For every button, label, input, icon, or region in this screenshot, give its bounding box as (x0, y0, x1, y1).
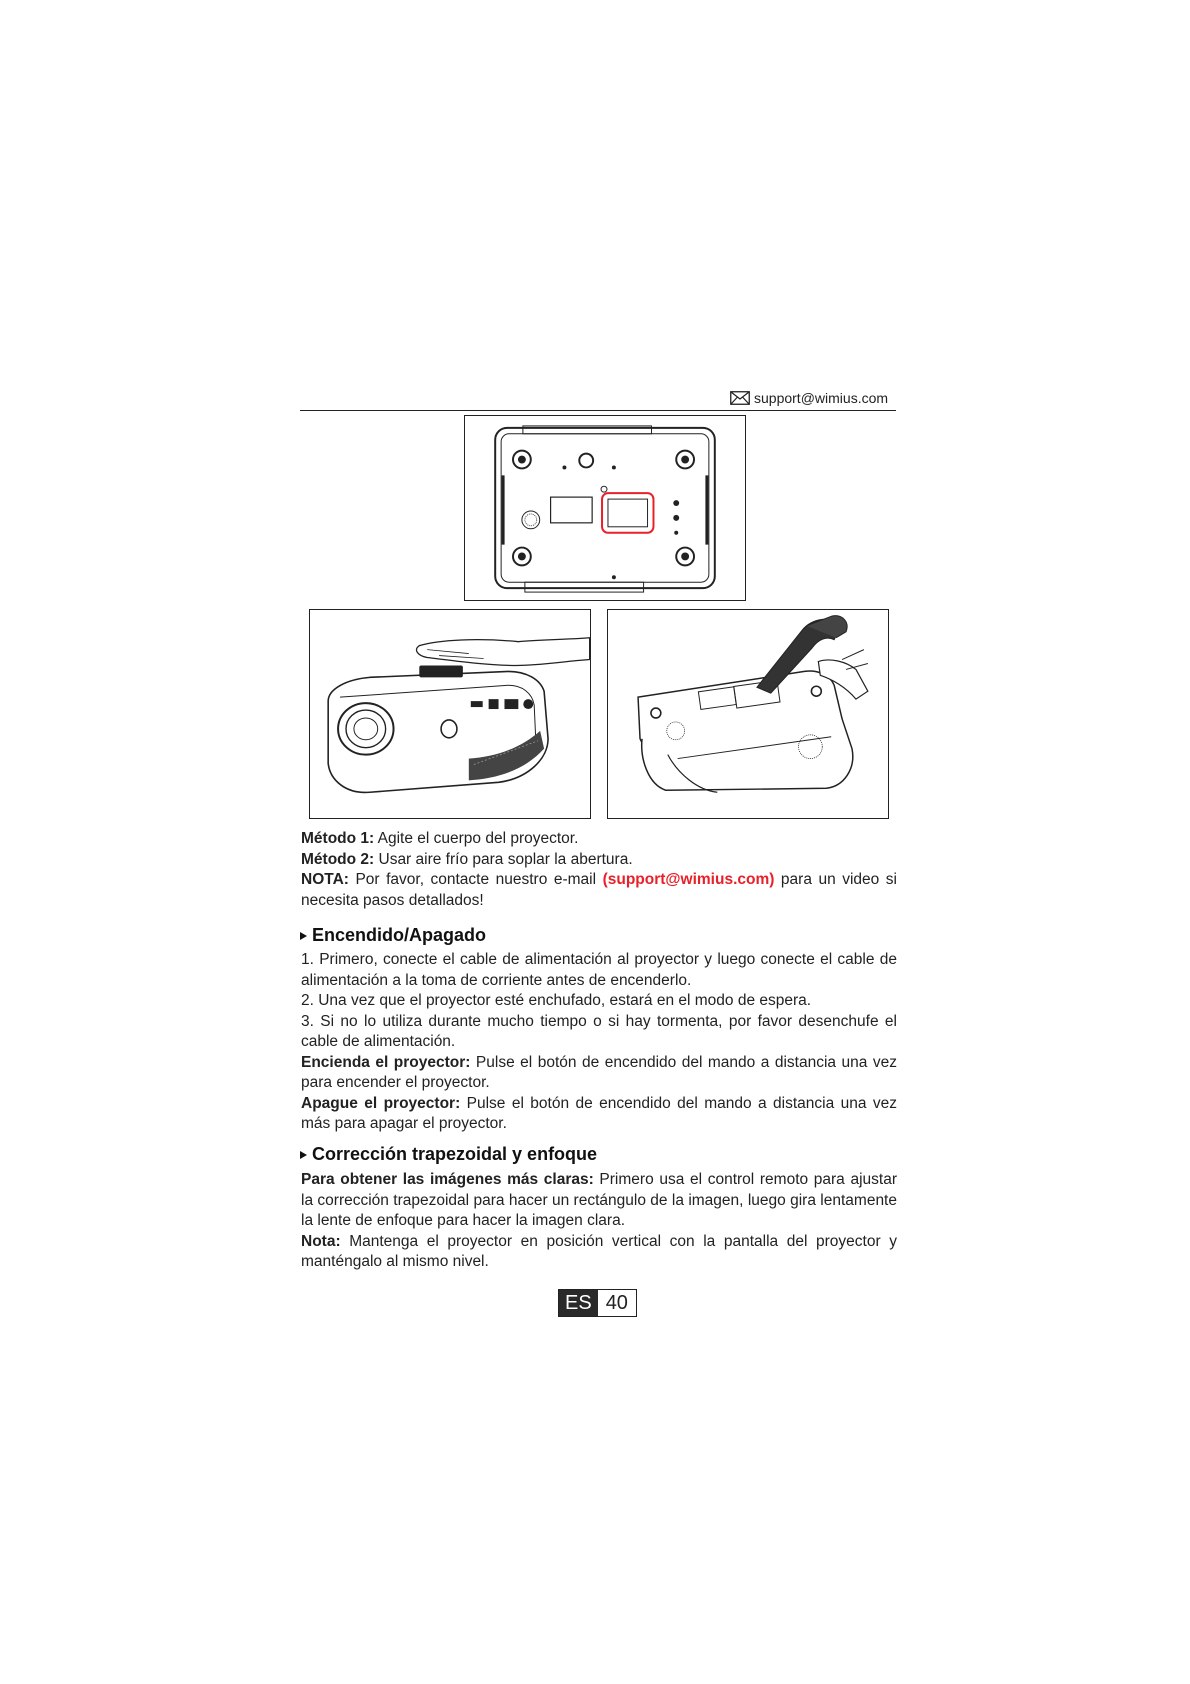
projector-shake-icon (310, 610, 590, 818)
methods-note-text2: para un video si necesita pasos detallados! (301, 871, 897, 909)
method-1 (301, 829, 897, 850)
method-1-label: Método 1: (301, 830, 375, 847)
page-language: ES (559, 1290, 598, 1316)
methods-note (301, 870, 897, 911)
header-rule (300, 410, 896, 411)
keystone-note-text: Mantenga el proyector en posición vertical con la pantalla del proyector y manténgalo al mismo nivel. (301, 1232, 897, 1270)
power-on-label: Encienda el proyector: (301, 1053, 471, 1071)
envelope-icon (730, 391, 750, 405)
bullet-triangle-icon (300, 932, 307, 940)
power-on-text: Pulse el botón de encendido del mando a distancia una vez para encender el proyector. (301, 1053, 897, 1091)
methods-block (301, 829, 897, 911)
power-heading-text: Encendido/Apagado (312, 925, 487, 945)
method-1-text: Agite el cuerpo del proyector. (374, 830, 579, 847)
method-2-text: Usar aire frío para soplar la abertura. (374, 850, 633, 868)
keystone-note-label: Nota: (301, 1232, 341, 1250)
power-off (301, 1094, 897, 1135)
keystone-block (301, 1170, 897, 1273)
keystone-heading-text: Corrección trapezoidal y enfoque (312, 1144, 598, 1164)
figure-blow-projector (607, 609, 889, 819)
power-on (301, 1053, 897, 1094)
power-step-1: 1. Primero, conecte el cable de alimentación al proyector y luego conecte el cable de alimentación a la toma de corriente antes de encenderlo. (301, 951, 897, 989)
method-2 (301, 850, 897, 871)
keystone-para (301, 1170, 897, 1232)
figure-projector-bottom (464, 415, 746, 601)
support-email[interactable]: support@wimius.com (754, 390, 889, 406)
power-heading (300, 925, 486, 946)
keystone-heading (300, 1144, 597, 1165)
keystone-para-text: Primero usa el control remoto para ajustar la corrección trapezoidal para hacer un rectángulo de la imagen, luego gira lentamente la lente de enfoque para hacer la imagen clara. (301, 1171, 897, 1229)
keystone-note (301, 1232, 897, 1273)
page-number: 40 (598, 1290, 636, 1316)
power-step-2: 2. Una vez que el proyector esté enchufado, estará en el modo de espera. (301, 992, 812, 1009)
power-off-label: Apague el proyector: (301, 1094, 461, 1112)
header-email (730, 388, 896, 408)
projector-bottom-icon (465, 416, 745, 600)
power-block (301, 950, 897, 1135)
methods-note-label: NOTA: (301, 871, 349, 888)
page-number-badge (558, 1289, 637, 1317)
keystone-para-label: Para obtener las imágenes más claras: (301, 1171, 594, 1188)
power-off-text: Pulse el botón de encendido del mando a distancia una vez más para apagar el proyector. (301, 1094, 897, 1132)
figure-shake-projector (309, 609, 591, 819)
bullet-triangle-icon (300, 1151, 307, 1159)
methods-note-text1: Por favor, contacte nuestro e-mail (348, 871, 603, 888)
method-2-label: Método 2: (301, 850, 375, 868)
power-step-3: 3. Si no lo utiliza durante mucho tiempo o si hay tormenta, por favor desenchufe el cable de alimentación. (301, 1012, 897, 1050)
methods-note-email[interactable]: (support@wimius.com) (602, 871, 775, 888)
projector-blow-icon (608, 610, 888, 818)
